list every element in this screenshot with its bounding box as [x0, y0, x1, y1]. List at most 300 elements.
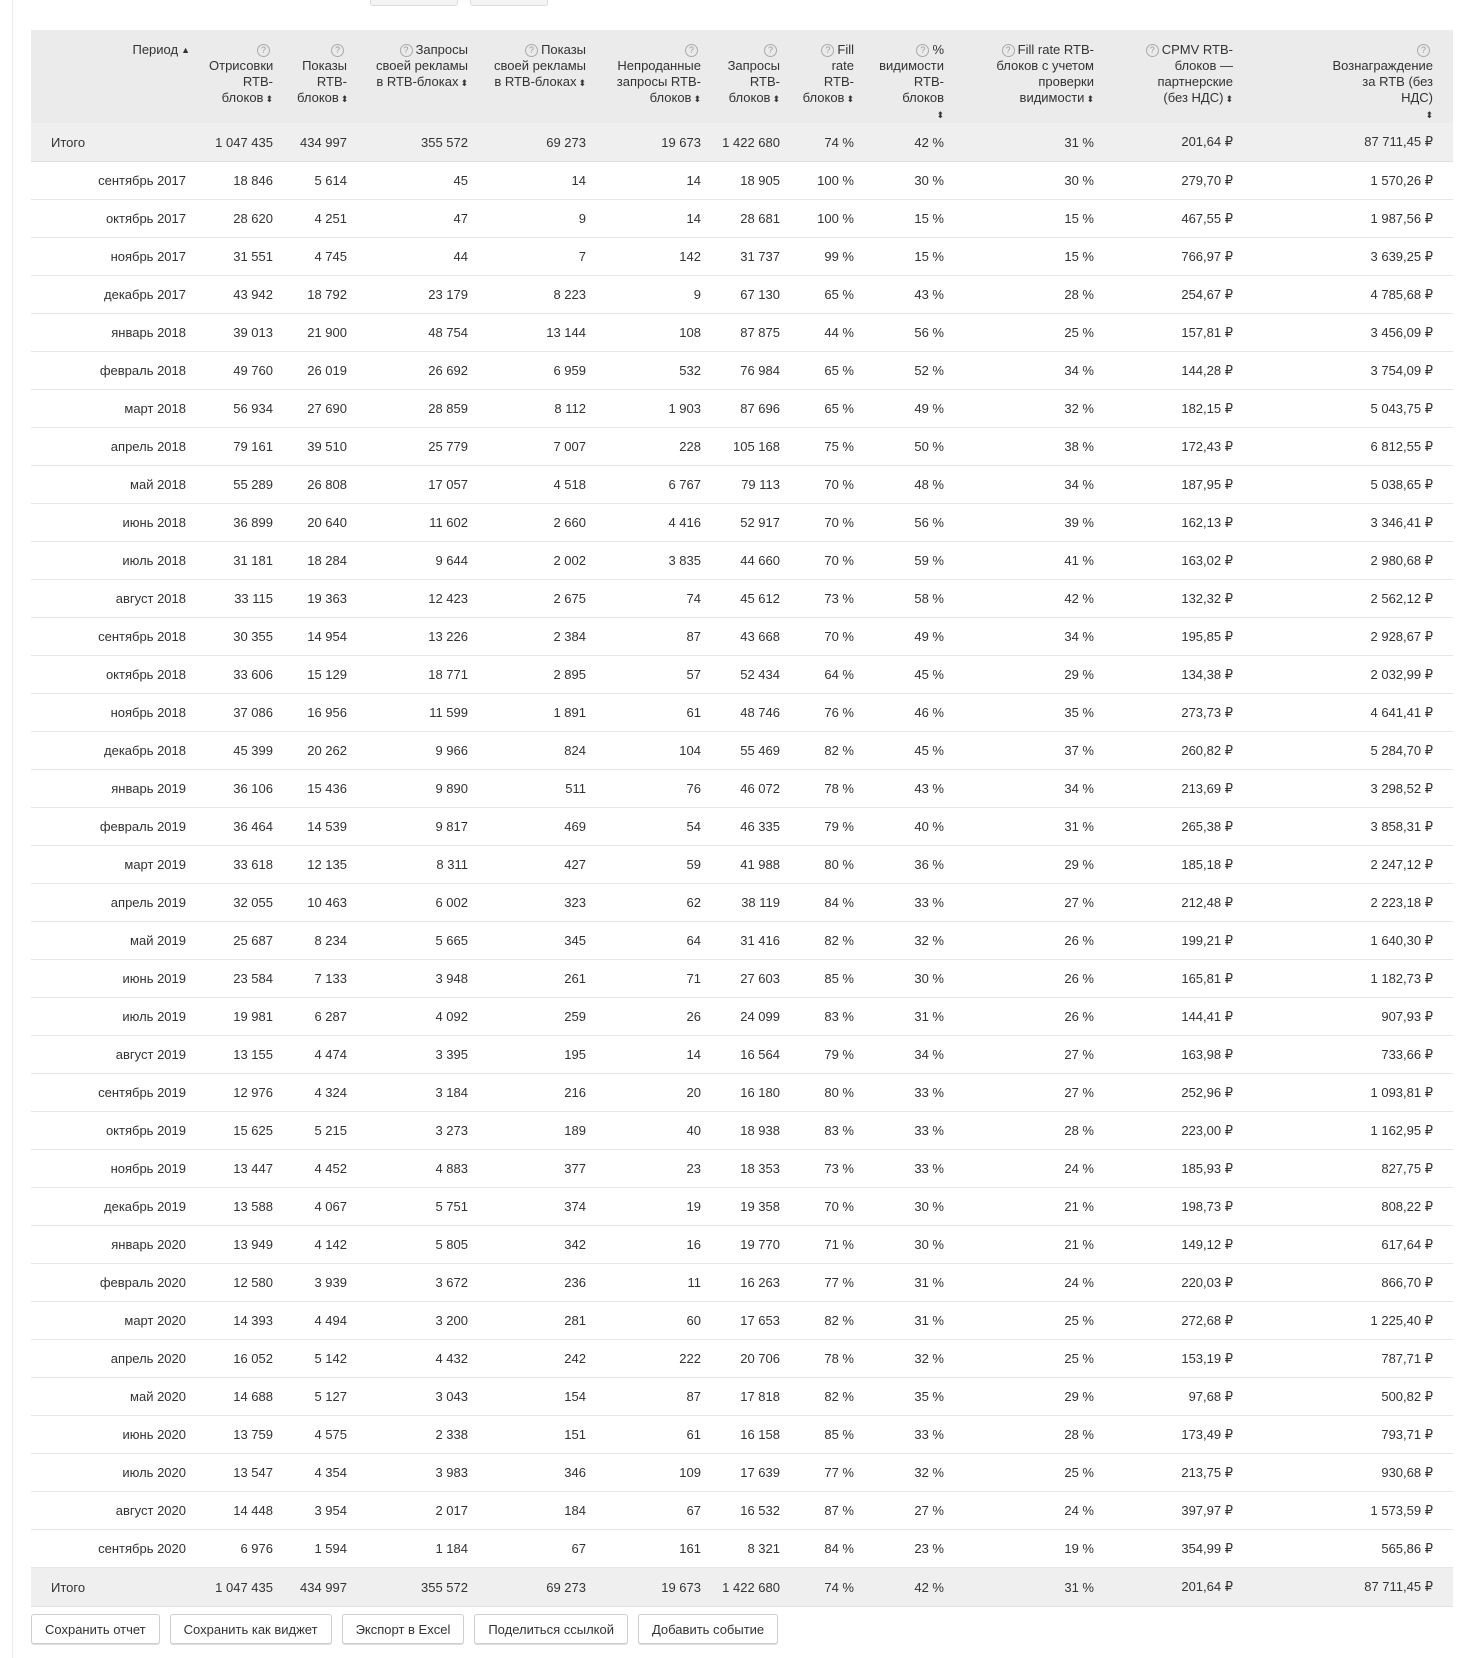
table-cell: 173,49 ₽ [1114, 1416, 1253, 1454]
table-cell: 16 180 [721, 1074, 800, 1112]
table-cell: 2 002 [488, 542, 606, 580]
table-cell: 19 981 [206, 998, 293, 1036]
table-cell: 8 321 [721, 1530, 800, 1568]
table-cell: 31 % [964, 123, 1114, 162]
help-icon[interactable]: ? [257, 44, 270, 57]
period-cell: ноябрь 2017 [31, 238, 206, 276]
table-cell: 30 % [874, 1188, 964, 1226]
table-cell: 6 812,55 ₽ [1253, 428, 1453, 466]
table-cell: 44 % [800, 314, 874, 352]
table-cell: 84 % [800, 884, 874, 922]
table-cell: 6 002 [367, 884, 488, 922]
table-cell: 279,70 ₽ [1114, 162, 1253, 200]
period-cell: июнь 2019 [31, 960, 206, 998]
table-cell: 14 [606, 1036, 721, 1074]
table-cell: 11 599 [367, 694, 488, 732]
table-cell: 77 % [800, 1454, 874, 1492]
table-cell: 76 [606, 770, 721, 808]
table-cell: 281 [488, 1302, 606, 1340]
table-cell: 2 338 [367, 1416, 488, 1454]
table-cell: 3 672 [367, 1264, 488, 1302]
col-header[interactable] [1114, 30, 1253, 123]
table-row [31, 922, 1453, 960]
help-icon[interactable]: ? [821, 44, 834, 57]
col-header[interactable] [206, 30, 293, 123]
table-cell: 15 % [964, 238, 1114, 276]
table-cell: 19 770 [721, 1226, 800, 1264]
col-header[interactable] [1253, 30, 1453, 123]
share-link-button[interactable]: Поделиться ссылкой [474, 1614, 628, 1644]
table-cell: 18 284 [293, 542, 367, 580]
table-cell: 26 % [964, 922, 1114, 960]
table-cell: 4 142 [293, 1226, 367, 1264]
table-cell: 793,71 ₽ [1253, 1416, 1453, 1454]
report-table-wrapper [31, 30, 1453, 1607]
table-cell: 3 835 [606, 542, 721, 580]
table-cell: 17 639 [721, 1454, 800, 1492]
table-cell: 18 771 [367, 656, 488, 694]
period-cell: август 2019 [31, 1036, 206, 1074]
table-cell: 7 [488, 238, 606, 276]
table-cell: 14 393 [206, 1302, 293, 1340]
table-row [31, 808, 1453, 846]
help-icon[interactable]: ? [685, 44, 698, 57]
table-row [31, 314, 1453, 352]
table-cell: 15 625 [206, 1112, 293, 1150]
table-cell: 70 % [800, 466, 874, 504]
table-cell: 1 594 [293, 1530, 367, 1568]
table-cell: 157,81 ₽ [1114, 314, 1253, 352]
col-header[interactable] [488, 30, 606, 123]
table-cell: 70 % [800, 542, 874, 580]
table-cell: 27 % [874, 1492, 964, 1530]
table-cell: 154 [488, 1378, 606, 1416]
table-cell: 56 % [874, 314, 964, 352]
table-cell: 26 % [964, 998, 1114, 1036]
table-cell: 41 % [964, 542, 1114, 580]
table-cell: 13 588 [206, 1188, 293, 1226]
table-cell: 18 846 [206, 162, 293, 200]
table-cell: 4 092 [367, 998, 488, 1036]
table-cell: 44 [367, 238, 488, 276]
table-cell: 25 % [964, 1340, 1114, 1378]
table-cell: 265,38 ₽ [1114, 808, 1253, 846]
table-row [31, 352, 1453, 390]
table-cell: 16 956 [293, 694, 367, 732]
table-cell: 45 [367, 162, 488, 200]
table-cell: 105 168 [721, 428, 800, 466]
table-cell: 355 572 [367, 123, 488, 162]
table-cell: 33 618 [206, 846, 293, 884]
period-cell: декабрь 2019 [31, 1188, 206, 1226]
table-cell: 61 [606, 694, 721, 732]
table-cell: 165,81 ₽ [1114, 960, 1253, 998]
table-cell: 30 % [874, 1226, 964, 1264]
table-cell: 43 % [874, 770, 964, 808]
table-row [31, 1302, 1453, 1340]
table-cell: 45 % [874, 656, 964, 694]
table-cell: 34 % [874, 1036, 964, 1074]
table-row [31, 1074, 1453, 1112]
table-cell: 48 754 [367, 314, 488, 352]
table-cell: 14 688 [206, 1378, 293, 1416]
table-cell: 21 % [964, 1188, 1114, 1226]
table-row [31, 960, 1453, 998]
period-cell: июнь 2018 [31, 504, 206, 542]
add-event-button[interactable]: Добавить событие [638, 1614, 778, 1644]
table-cell: 109 [606, 1454, 721, 1492]
table-row [31, 276, 1453, 314]
table-cell: 12 580 [206, 1264, 293, 1302]
table-cell: 37 % [964, 732, 1114, 770]
sort-icon[interactable]: ⬍ [693, 94, 701, 104]
table-cell: 15 % [874, 200, 964, 238]
export-excel-button[interactable]: Экспорт в Excel [342, 1614, 465, 1644]
table-cell: 134,38 ₽ [1114, 656, 1253, 694]
table-cell: 40 [606, 1112, 721, 1150]
table-row [31, 884, 1453, 922]
total-row [31, 123, 1453, 162]
period-cell: декабрь 2017 [31, 276, 206, 314]
col-header[interactable] [721, 30, 800, 123]
table-cell: 52 917 [721, 504, 800, 542]
table-cell: 6 976 [206, 1530, 293, 1568]
table-cell: 142 [606, 238, 721, 276]
table-cell: 13 226 [367, 618, 488, 656]
help-icon[interactable]: ? [331, 44, 344, 57]
sort-icon[interactable]: ⬍ [846, 94, 854, 104]
table-cell: 67 [488, 1530, 606, 1568]
table-cell: 19 358 [721, 1188, 800, 1226]
table-cell: 34 % [964, 770, 1114, 808]
table-cell: 52 434 [721, 656, 800, 694]
col-header[interactable] [800, 30, 874, 123]
table-cell: 9 [488, 200, 606, 238]
table-cell: 67 [606, 1492, 721, 1530]
table-cell: 733,66 ₽ [1253, 1036, 1453, 1074]
table-cell: 82 % [800, 1302, 874, 1340]
table-cell: 8 223 [488, 276, 606, 314]
table-row [31, 1036, 1453, 1074]
table-cell: 12 976 [206, 1074, 293, 1112]
table-cell: 55 469 [721, 732, 800, 770]
table-cell: 33 % [874, 1416, 964, 1454]
table-cell: 236 [488, 1264, 606, 1302]
table-cell: 33 % [874, 1150, 964, 1188]
period-cell: ноябрь 2019 [31, 1150, 206, 1188]
table-cell: 26 % [964, 960, 1114, 998]
table-row [31, 580, 1453, 618]
table-cell: 4 575 [293, 1416, 367, 1454]
table-cell: 23 % [874, 1530, 964, 1568]
table-cell: 80 % [800, 846, 874, 884]
table-cell: 824 [488, 732, 606, 770]
table-cell: 2 032,99 ₽ [1253, 656, 1453, 694]
table-cell: 76 984 [721, 352, 800, 390]
table-cell: 31 737 [721, 238, 800, 276]
table-cell: 132,32 ₽ [1114, 580, 1253, 618]
sort-icon[interactable]: ⬍ [1225, 94, 1233, 104]
help-icon[interactable]: ? [764, 44, 777, 57]
top-toolbar-button[interactable] [370, 0, 458, 6]
table-cell: 75 % [800, 428, 874, 466]
help-icon[interactable]: ? [400, 44, 413, 57]
period-cell: август 2020 [31, 1492, 206, 1530]
table-cell: 15 % [964, 200, 1114, 238]
table-row [31, 1416, 1453, 1454]
table-cell: 30 355 [206, 618, 293, 656]
table-cell: 5 215 [293, 1112, 367, 1150]
table-cell: 195 [488, 1036, 606, 1074]
header-text: Вознаграждение за RTB (без НДС) [1332, 58, 1433, 105]
col-header[interactable] [606, 30, 721, 123]
table-cell: 46 072 [721, 770, 800, 808]
table-cell: 434 997 [293, 1568, 367, 1607]
header-text: Непроданные запросы RTB-блоков [616, 58, 701, 105]
table-cell: 25 % [964, 314, 1114, 352]
table-cell: 14 954 [293, 618, 367, 656]
table-row [31, 466, 1453, 504]
period-cell: январь 2018 [31, 314, 206, 352]
table-cell: 30 % [874, 162, 964, 200]
col-header[interactable] [293, 30, 367, 123]
table-cell: 57 [606, 656, 721, 694]
table-cell: 48 746 [721, 694, 800, 732]
table-cell: 64 [606, 922, 721, 960]
table-cell: 87 696 [721, 390, 800, 428]
table-cell: 78 % [800, 1340, 874, 1378]
table-cell: 36 464 [206, 808, 293, 846]
table-cell: 1 184 [367, 1530, 488, 1568]
table-cell: 17 653 [721, 1302, 800, 1340]
table-cell: 36 106 [206, 770, 293, 808]
table-cell: 355 572 [367, 1568, 488, 1607]
table-cell: 2 895 [488, 656, 606, 694]
table-cell: 1 891 [488, 694, 606, 732]
period-cell: июль 2020 [31, 1454, 206, 1492]
table-cell: 77 % [800, 1264, 874, 1302]
table-cell: 31 % [964, 1568, 1114, 1607]
table-cell: 50 % [874, 428, 964, 466]
table-cell: 1 422 680 [721, 123, 800, 162]
sort-icon[interactable]: ⬍ [460, 78, 468, 88]
period-cell: июнь 2020 [31, 1416, 206, 1454]
table-cell: 41 988 [721, 846, 800, 884]
table-cell: 14 448 [206, 1492, 293, 1530]
period-cell: сентябрь 2019 [31, 1074, 206, 1112]
help-icon[interactable]: ? [916, 44, 929, 57]
table-row [31, 1112, 1453, 1150]
table-cell: 37 086 [206, 694, 293, 732]
sort-icon[interactable]: ⬍ [936, 110, 944, 120]
table-cell: 28 % [964, 276, 1114, 314]
save-report-button[interactable]: Сохранить отчет [31, 1614, 160, 1644]
table-cell: 33 % [874, 1074, 964, 1112]
table-cell: 172,43 ₽ [1114, 428, 1253, 466]
table-cell: 9 644 [367, 542, 488, 580]
action-buttons [31, 1614, 778, 1644]
table-cell: 8 311 [367, 846, 488, 884]
col-header[interactable] [874, 30, 964, 123]
table-cell: 223,00 ₽ [1114, 1112, 1253, 1150]
table-cell: 70 % [800, 1188, 874, 1226]
table-cell: 4 785,68 ₽ [1253, 276, 1453, 314]
table-cell: 87 711,45 ₽ [1253, 123, 1453, 162]
table-cell: 31 % [874, 1302, 964, 1340]
table-cell: 4 494 [293, 1302, 367, 1340]
table-cell: 144,28 ₽ [1114, 352, 1253, 390]
table-cell: 228 [606, 428, 721, 466]
col-header-period[interactable] [31, 30, 206, 123]
header-text: Период [132, 42, 179, 57]
table-cell: 12 135 [293, 846, 367, 884]
table-cell: 144,41 ₽ [1114, 998, 1253, 1036]
table-cell: 65 % [800, 276, 874, 314]
table-cell: 151 [488, 1416, 606, 1454]
table-row [31, 1378, 1453, 1416]
table-cell: 377 [488, 1150, 606, 1188]
table-row [31, 200, 1453, 238]
table-cell: 67 130 [721, 276, 800, 314]
table-cell: 19 [606, 1188, 721, 1226]
table-cell: 73 % [800, 1150, 874, 1188]
table-cell: 345 [488, 922, 606, 960]
period-cell: Итого [31, 1568, 206, 1607]
table-row [31, 656, 1453, 694]
table-cell: 45 612 [721, 580, 800, 618]
table-row [31, 542, 1453, 580]
table-cell: 19 673 [606, 123, 721, 162]
period-cell: октябрь 2017 [31, 200, 206, 238]
table-cell: 2 980,68 ₽ [1253, 542, 1453, 580]
period-cell: январь 2019 [31, 770, 206, 808]
table-cell: 1 422 680 [721, 1568, 800, 1607]
table-cell: 85 % [800, 960, 874, 998]
table-cell: 2 562,12 ₽ [1253, 580, 1453, 618]
help-icon[interactable]: ? [525, 44, 538, 57]
table-cell: 20 640 [293, 504, 367, 542]
table-cell: 56 934 [206, 390, 293, 428]
table-row [31, 1264, 1453, 1302]
table-cell: 500,82 ₽ [1253, 1378, 1453, 1416]
table-cell: 342 [488, 1226, 606, 1264]
top-toolbar-button[interactable] [470, 0, 548, 6]
table-cell: 45 % [874, 732, 964, 770]
table-cell: 27 603 [721, 960, 800, 998]
table-cell: 565,86 ₽ [1253, 1530, 1453, 1568]
table-cell: 59 [606, 846, 721, 884]
col-header[interactable] [964, 30, 1114, 123]
table-cell: 27 % [964, 884, 1114, 922]
help-icon[interactable]: ? [1002, 44, 1015, 57]
table-cell: 28 % [964, 1416, 1114, 1454]
sort-icon[interactable]: ⬍ [578, 78, 586, 88]
table-cell: 32 055 [206, 884, 293, 922]
table-cell: 161 [606, 1530, 721, 1568]
period-cell: Итого [31, 123, 206, 162]
table-cell: 808,22 ₽ [1253, 1188, 1453, 1226]
header-text: CPMV RTB-блоков — партнерские (без НДС) [1157, 42, 1233, 105]
table-cell: 5 614 [293, 162, 367, 200]
table-cell: 38 119 [721, 884, 800, 922]
table-cell: 35 % [874, 1378, 964, 1416]
table-cell: 33 % [874, 884, 964, 922]
table-row [31, 846, 1453, 884]
sort-icon[interactable]: ⬍ [265, 94, 273, 104]
table-cell: 4 474 [293, 1036, 367, 1074]
table-cell: 11 602 [367, 504, 488, 542]
table-cell: 31 % [874, 1264, 964, 1302]
table-cell: 83 % [800, 998, 874, 1036]
table-cell: 222 [606, 1340, 721, 1378]
table-cell: 866,70 ₽ [1253, 1264, 1453, 1302]
table-row [31, 1226, 1453, 1264]
table-cell: 24 % [964, 1492, 1114, 1530]
left-border [12, 0, 13, 1658]
table-cell: 2 660 [488, 504, 606, 542]
table-cell: 163,98 ₽ [1114, 1036, 1253, 1074]
table-cell: 4 067 [293, 1188, 367, 1226]
table-cell: 261 [488, 960, 606, 998]
table-cell: 61 [606, 1416, 721, 1454]
table-cell: 20 706 [721, 1340, 800, 1378]
table-cell: 11 [606, 1264, 721, 1302]
period-cell: май 2020 [31, 1378, 206, 1416]
table-cell: 346 [488, 1454, 606, 1492]
table-cell: 25 % [964, 1454, 1114, 1492]
table-cell: 4 883 [367, 1150, 488, 1188]
table-cell: 532 [606, 352, 721, 390]
table-cell: 4 518 [488, 466, 606, 504]
table-cell: 1 047 435 [206, 123, 293, 162]
sort-icon[interactable]: ⬍ [1425, 110, 1433, 120]
help-icon[interactable]: ? [1146, 44, 1159, 57]
table-cell: 25 687 [206, 922, 293, 960]
table-cell: 617,64 ₽ [1253, 1226, 1453, 1264]
period-cell: апрель 2020 [31, 1340, 206, 1378]
table-cell: 60 [606, 1302, 721, 1340]
table-header-row [31, 30, 1453, 123]
table-cell: 4 432 [367, 1340, 488, 1378]
table-cell: 108 [606, 314, 721, 352]
table-cell: 100 % [800, 162, 874, 200]
table-cell: 76 % [800, 694, 874, 732]
table-cell: 7 133 [293, 960, 367, 998]
sort-icon[interactable]: ⬍ [1086, 94, 1094, 104]
table-cell: 5 665 [367, 922, 488, 960]
header-text: Показы RTB-блоков [297, 58, 347, 105]
table-cell: 252,96 ₽ [1114, 1074, 1253, 1112]
table-row [31, 1340, 1453, 1378]
col-header[interactable] [367, 30, 488, 123]
table-cell: 100 % [800, 200, 874, 238]
table-cell: 4 641,41 ₽ [1253, 694, 1453, 732]
period-cell: март 2018 [31, 390, 206, 428]
help-icon[interactable]: ? [1417, 44, 1430, 57]
table-cell: 20 262 [293, 732, 367, 770]
sort-icon[interactable]: ⬍ [772, 94, 780, 104]
table-cell: 62 [606, 884, 721, 922]
table-cell: 59 % [874, 542, 964, 580]
table-cell: 13 759 [206, 1416, 293, 1454]
sort-asc-icon[interactable]: ▲ [181, 45, 190, 55]
table-cell: 3 954 [293, 1492, 367, 1530]
table-cell: 25 779 [367, 428, 488, 466]
table-cell: 374 [488, 1188, 606, 1226]
save-as-widget-button[interactable]: Сохранить как виджет [170, 1614, 332, 1644]
sort-icon[interactable]: ⬍ [340, 94, 349, 104]
table-cell: 16 532 [721, 1492, 800, 1530]
